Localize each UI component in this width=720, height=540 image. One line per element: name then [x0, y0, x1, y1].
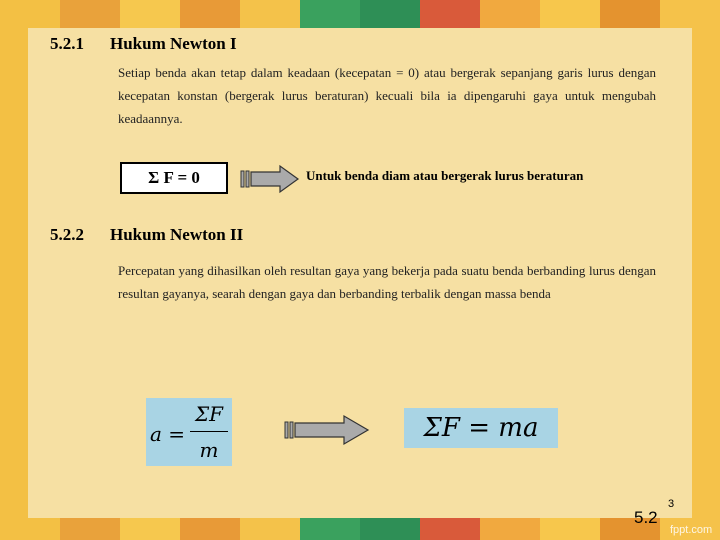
sum-force-zero-formula: [120, 162, 228, 194]
section1-number: 5.2.1: [50, 34, 84, 53]
section1-note: Untuk benda diam atau bergerak lurus beraturan: [306, 168, 584, 183]
sum-force-zero-text: Σ F = 0: [148, 168, 200, 187]
section2-number: 5.2.2: [50, 225, 84, 244]
section1-title: Hukum Newton I: [110, 34, 237, 53]
right-arrow-icon: [240, 164, 300, 194]
section2-text: Percepatan yang dihasilkan oleh resultan gaya yang bekerja pada suatu benda berbanding lurus dengan resultan gayanya, searah dengan gaya dan berbanding terbalik dengan massa benda: [118, 263, 656, 301]
acceleration-formula: [146, 398, 232, 466]
section1-text: Setiap benda akan tetap dalam keadaan (kecepatan = 0) atau bergerak sepanjang garis lurus dengan kecepatan konstan (bergerak lurus beraturan) kecuali bila ia dipengaruhi gaya untuk mengubah keadaannya.: [118, 65, 656, 126]
section2-title: Hukum Newton II: [110, 225, 244, 244]
fraction-bar: [190, 431, 228, 432]
right-arrow-icon: [284, 414, 370, 446]
footer-section-label: 5.2: [634, 508, 658, 527]
newton-second-law-text: ΣF = ma: [423, 413, 539, 443]
acceleration-numerator: ΣF: [194, 402, 224, 426]
acceleration-lhs: a =: [150, 422, 186, 446]
watermark-text: fppt.com: [670, 524, 713, 536]
acceleration-denominator: m: [199, 438, 219, 462]
newton-second-law-formula: [404, 408, 558, 448]
page-number: 3: [668, 498, 675, 510]
